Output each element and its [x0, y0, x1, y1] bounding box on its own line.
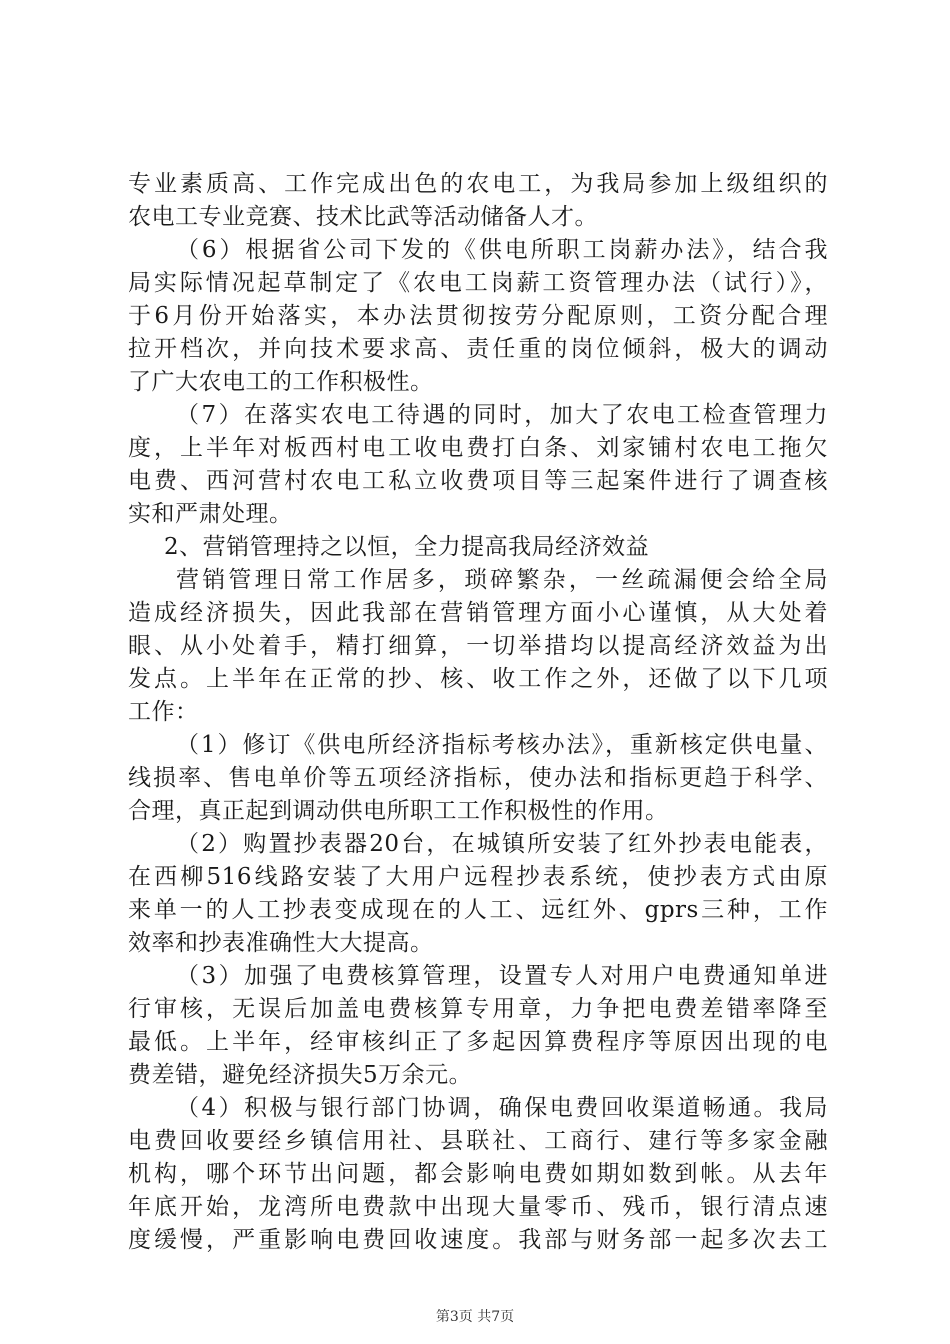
text-line: （6）根据省公司下发的《供电所职工岗薪办法》，结合我 — [176, 237, 828, 263]
text-line: 最低。上半年，经审核纠正了多起因算费程序等原因出现的电 — [128, 1029, 828, 1055]
text-line: 在西柳516线路安装了大用户远程抄表系统，使抄表方式由原 — [128, 864, 828, 890]
text-line: 发点。上半年在正常的抄、核、收工作之外，还做了以下几项 — [128, 666, 828, 692]
text-line: 电费回收要经乡镇信用社、县联社、工商行、建行等多家金融 — [128, 1128, 828, 1154]
text-line: 实和严肃处理。 — [128, 501, 293, 527]
section-heading: 2、营销管理持之以恒，全力提高我局经济效益 — [164, 534, 650, 560]
text-line: 效率和抄表准确性大大提高。 — [128, 930, 434, 956]
text-line: 合理，真正起到调动供电所职工工作积极性的作用。 — [128, 798, 669, 824]
text-line: 了广大农电工的工作积极性。 — [128, 369, 434, 395]
text-line: 度，上半年对板西村电工收电费打白条、刘家铺村农电工拖欠 — [128, 435, 828, 461]
text-line: （4）积极与银行部门协调，确保电费回收渠道畅通。我局 — [176, 1095, 828, 1121]
text-line: 电费、西河营村农电工私立收费项目等三起案件进行了调查核 — [128, 468, 828, 494]
text-line: 营销管理日常工作居多，琐碎繁杂，一丝疏漏便会给全局 — [176, 567, 828, 593]
text-line: （1）修订《供电所经济指标考核办法》，重新核定供电量、 — [176, 732, 828, 758]
text-line: 于6月份开始落实，本办法贯彻按劳分配原则，工资分配合理 — [128, 303, 828, 329]
text-line: 专业素质高、工作完成出色的农电工，为我局参加上级组织的 — [128, 171, 828, 197]
text-line: 度缓慢，严重影响电费回收速度。我部与财务部一起多次去工 — [128, 1227, 828, 1253]
text-line: 农电工专业竞赛、技术比武等活动储备人才。 — [128, 204, 598, 230]
text-line: 造成经济损失，因此我部在营销管理方面小心谨慎，从大处着 — [128, 600, 828, 626]
text-line: 行审核，无误后加盖电费核算专用章，力争把电费差错率降至 — [128, 996, 828, 1022]
text-line: 工作： — [128, 699, 199, 725]
text-line: （7）在落实农电工待遇的同时，加大了农电工检查管理力 — [176, 402, 828, 428]
text-line: （3）加强了电费核算管理，设置专人对用户电费通知单进 — [176, 963, 828, 989]
text-line: 年底开始，龙湾所电费款中出现大量零币、残币，银行清点速 — [128, 1194, 828, 1220]
text-line: 眼、从小处着手，精打细算，一切举措均以提高经济效益为出 — [128, 633, 828, 659]
text-line: 拉开档次，并向技术要求高、责任重的岗位倾斜，极大的调动 — [128, 336, 828, 362]
document-body — [128, 168, 828, 1257]
text-line: （2）购置抄表器20台，在城镇所安装了红外抄表电能表， — [176, 831, 828, 857]
page-number-footer: 第3页 共7页 — [435, 1309, 515, 1325]
text-line: 来单一的人工抄表变成现在的人工、远红外、gprs三种，工作 — [128, 897, 828, 923]
text-line: 局实际情况起草制定了《农电工岗薪工资管理办法（试行）》， — [128, 270, 828, 296]
text-line: 机构，哪个环节出问题，都会影响电费如期如数到帐。从去年 — [128, 1161, 828, 1187]
text-line: 线损率、售电单价等五项经济指标，使办法和指标更趋于科学、 — [128, 765, 828, 791]
text-line: 费差错，避免经济损失5万余元。 — [128, 1062, 473, 1088]
